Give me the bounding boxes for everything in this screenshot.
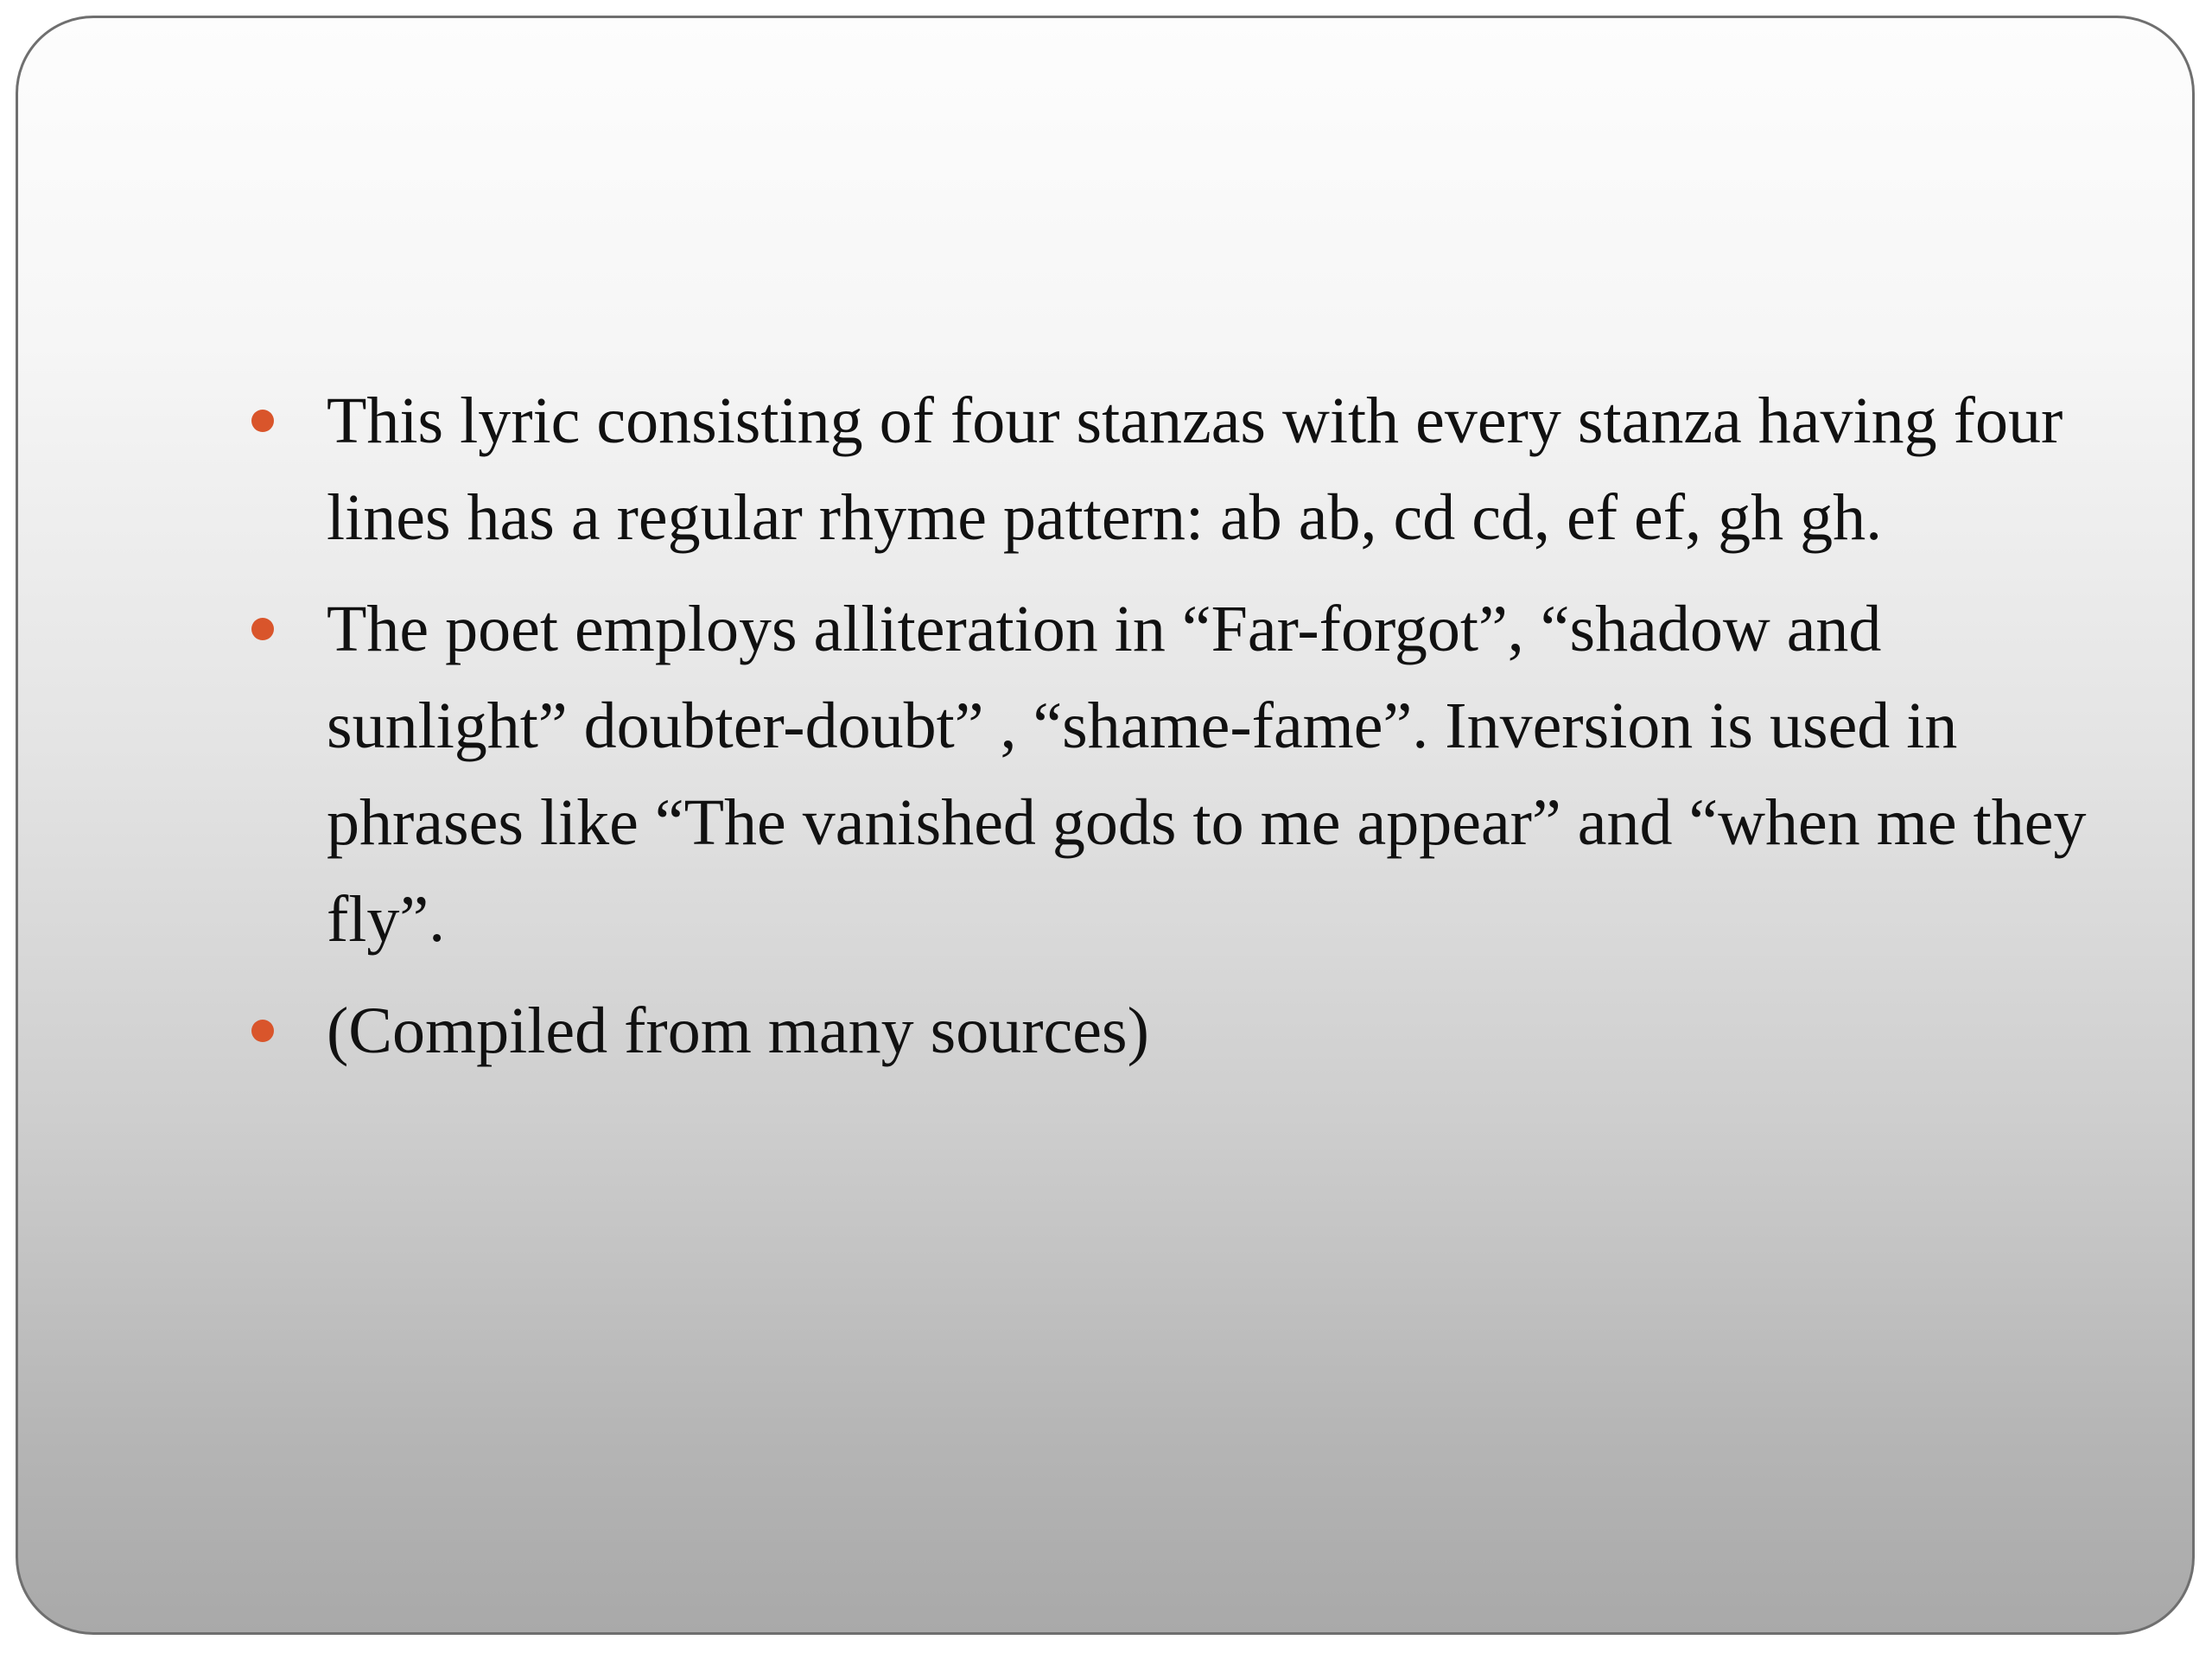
bullet-text: This lyric consisting of four stanzas with every stanza having four lines has a regular rhyme pattern: ab ab, cd cd, ef ef, gh gh. bbox=[327, 385, 2063, 554]
bullet-text: (Compiled from many sources) bbox=[327, 995, 1149, 1067]
bullet-dot-icon bbox=[251, 1020, 274, 1042]
bullet-item bbox=[251, 982, 2092, 1079]
bullet-dot-icon bbox=[251, 618, 274, 640]
bullet-item bbox=[251, 581, 2092, 968]
bullet-item bbox=[251, 372, 2092, 566]
slide bbox=[16, 16, 2195, 1635]
bullet-list bbox=[251, 372, 2092, 1094]
bullet-text: The poet employs alliteration in “Far-forgot”, “shadow and sunlight” doubter-doubt” , “shame-fame”. Inversion is used in phrases like “The vanished gods to me appear” and “when me they fly”. bbox=[327, 593, 2087, 956]
bullet-dot-icon bbox=[251, 410, 274, 432]
